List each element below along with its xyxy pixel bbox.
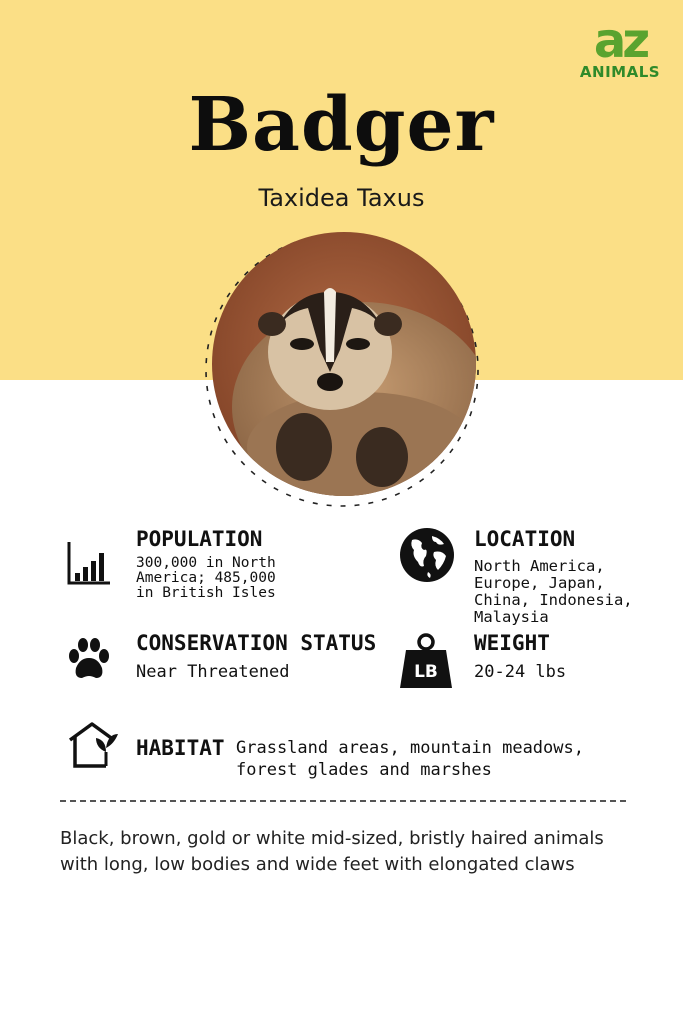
page-title: Badger xyxy=(188,82,495,168)
weight-value: 20-24 lbs xyxy=(474,662,567,682)
logo-mark: az xyxy=(593,13,647,69)
conservation-stat xyxy=(136,630,386,682)
population-stat xyxy=(136,526,296,601)
location-stat xyxy=(474,526,664,626)
population-label: POPULATION xyxy=(136,527,263,551)
location-label: LOCATION xyxy=(474,527,576,551)
location-value: North America, Europe, Japan, China, Indonesia, Malaysia xyxy=(474,557,633,626)
weight-label: WEIGHT xyxy=(474,631,550,655)
globe-icon xyxy=(398,526,456,584)
habitat-value: Grassland areas, mountain meadows, forest glades and marshes xyxy=(236,738,584,780)
weight-icon-label: LB xyxy=(414,662,438,682)
az-animals-logo[interactable] xyxy=(576,13,664,81)
bar-chart-icon xyxy=(66,540,112,586)
logo-name: ANIMALS xyxy=(579,63,661,81)
weight-stat xyxy=(474,630,654,682)
badger-photo xyxy=(212,232,476,496)
description-text: Black, brown, gold or white mid-sized, bristly haired animals with long, low bodies and wide feet with elongated claws xyxy=(60,828,604,875)
habitat-label: HABITAT xyxy=(136,736,225,760)
conservation-value: Near Threatened xyxy=(136,662,290,682)
weight-icon xyxy=(398,632,454,690)
scientific-name: Taxidea Taxus xyxy=(258,184,425,212)
paw-icon xyxy=(64,634,114,684)
house-plant-icon xyxy=(66,720,122,770)
conservation-label: CONSERVATION STATUS xyxy=(136,631,377,655)
section-divider xyxy=(60,800,626,802)
population-value: 300,000 in North America; 485,000 in British Isles xyxy=(136,555,276,601)
